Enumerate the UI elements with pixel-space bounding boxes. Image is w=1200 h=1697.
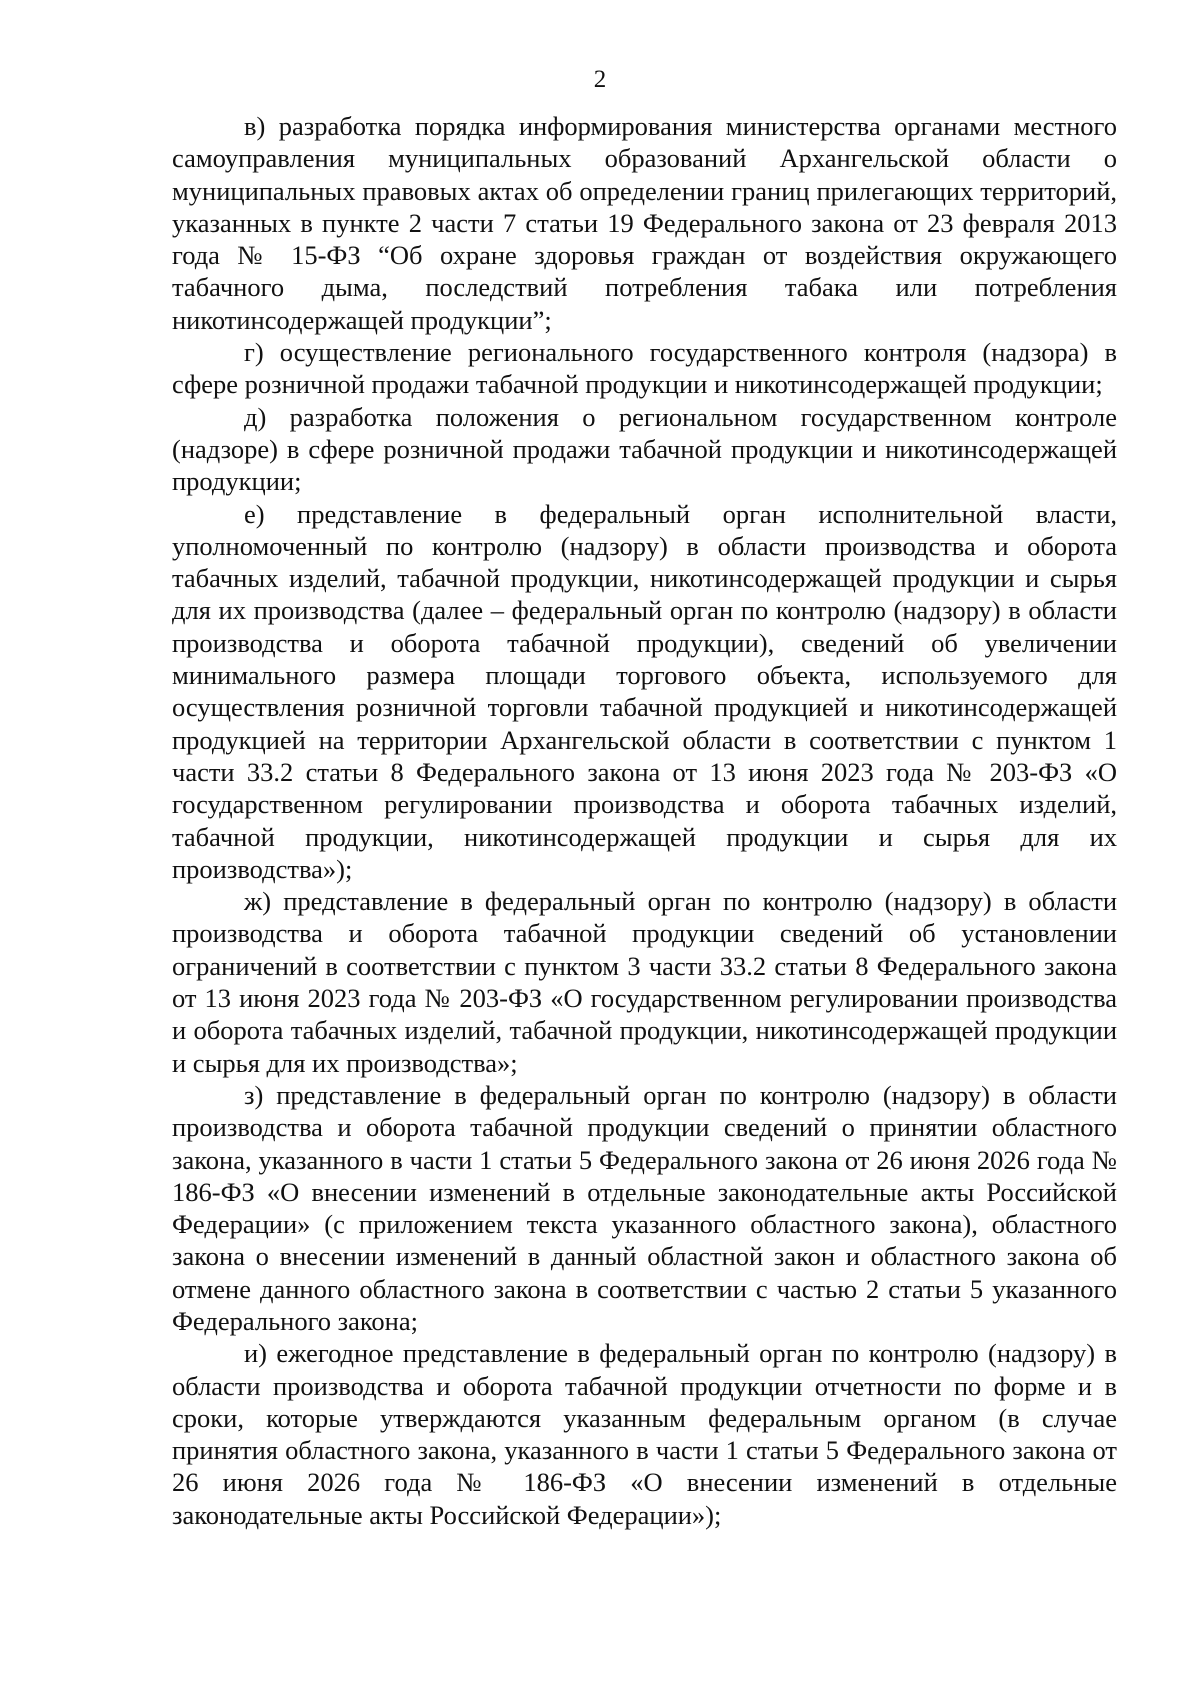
paragraph-e: е) представление в федеральный орган исполнительной власти, уполномоченный по контролю (надзору) в области производства и оборота табачных изделий, табачной продукции, никотинсодержащей продукции и сырья для их производства (далее – федеральный орган по контролю (надзору) в области производства и оборота табачной продукции), сведений об увеличении минимального размера площади торгового объекта, используемого для осуществления розничной торговли табачной продукцией и никотинсодержащей продукцией на территории Архангельской области в соответствии с пунктом 1 части 33.2 статьи 8 Федерального закона от 13 июня 2023 года № 203-ФЗ «О государственном регулировании производства и оборота табачных изделий, табачной продукции, никотинсодержащей продукции и сырья для их производства»); (172, 498, 1117, 884)
document-body (172, 110, 1117, 1531)
paragraph-d: д) разработка положения о региональном государственном контроле (надзоре) в сфере розничной продажи табачной продукции и никотинсодержащей продукции; (172, 401, 1117, 497)
paragraph-z: з) представление в федеральный орган по контролю (надзору) в области производства и оборота табачной продукции сведений о принятии областного закона, указанного в части 1 статьи 5 Федерального закона от 26 июня 2026 года № 186-ФЗ «О внесении изменений в отдельные законодательные акты Российской Федерации» (с приложением текста указанного областного закона), областного закона о внесении изменений в данный областной закон и областного закона об отмене данного областного закона в соответствии с частью 2 статьи 5 указанного Федерального закона; (172, 1079, 1117, 1336)
paragraph-i: и) ежегодное представление в федеральный орган по контролю (надзору) в области производства и оборота табачной продукции отчетности по форме и в сроки, которые утверждаются указанным федеральным органом (в случае принятия областного закона, указанного в части 1 статьи 5 Федерального закона от 26 июня 2026 года № 186-ФЗ «О внесении изменений в отдельные законодательные акты Российской Федерации»); (172, 1338, 1117, 1530)
paragraph-zh: ж) представление в федеральный орган по контролю (надзору) в области производства и оборота табачной продукции сведений об установлении ограничений в соответствии с пунктом 3 части 33.2 статьи 8 Федерального закона от 13 июня 2023 года № 203-ФЗ «О государственном регулировании производства и оборота табачных изделий, табачной продукции, никотинсодержащей продукции и сырья для их производства»; (172, 886, 1117, 1078)
paragraph-g: г) осуществление регионального государственного контроля (надзора) в сфере розничной продажи табачной продукции и никотинсодержащей продукции; (172, 337, 1117, 400)
paragraph-v: в) разработка порядка информирования министерства органами местного самоуправления муниципальных образований Архангельской области о муниципальных правовых актах об определении границ прилегающих территорий, указанных в пункте 2 части 7 статьи 19 Федерального закона от 23 февраля 2013 года № 15-ФЗ “Об охране здоровья граждан от воздействия окружающего табачного дыма, последствий потребления табака или потребления никотинсодержащей продукции”; (172, 111, 1117, 335)
page-number: 2 (593, 66, 607, 93)
